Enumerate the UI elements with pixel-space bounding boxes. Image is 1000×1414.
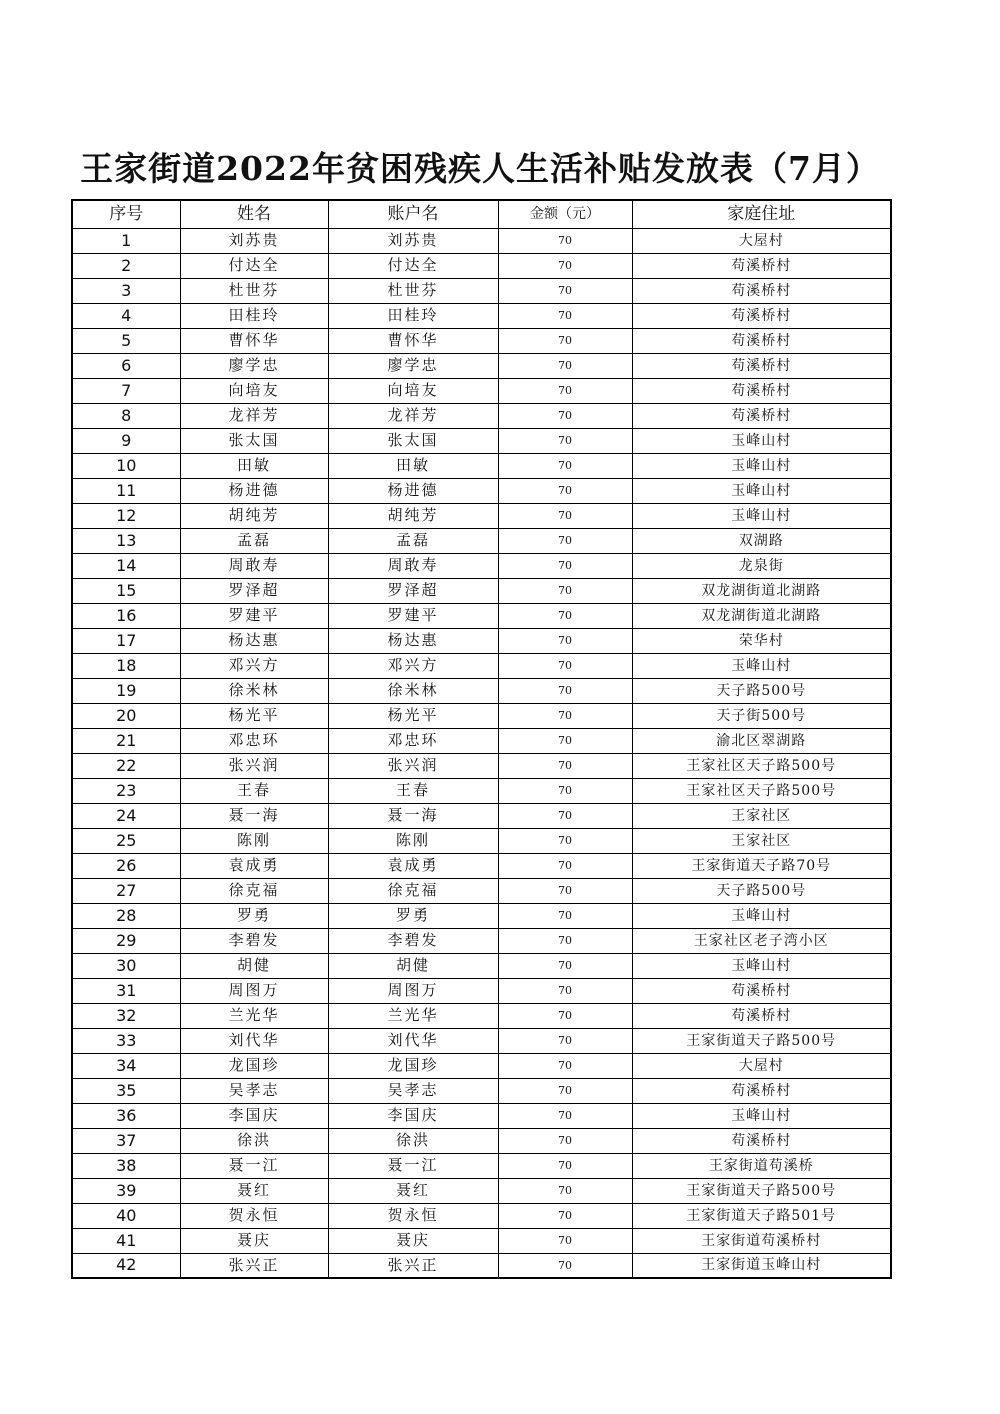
cell-account: 周图万 bbox=[328, 978, 498, 1003]
table-row bbox=[72, 1178, 891, 1203]
cell-name: 廖学忠 bbox=[180, 353, 328, 378]
table-row bbox=[72, 1203, 891, 1228]
cell-amount: 70 bbox=[498, 878, 632, 903]
table-row bbox=[72, 503, 891, 528]
cell-amount: 70 bbox=[498, 1153, 632, 1178]
cell-address: 苟溪桥村 bbox=[632, 1128, 891, 1153]
cell-name: 罗泽超 bbox=[180, 578, 328, 603]
table-row bbox=[72, 953, 891, 978]
table-row bbox=[72, 553, 891, 578]
cell-address: 苟溪桥村 bbox=[632, 1003, 891, 1028]
cell-index: 25 bbox=[72, 828, 180, 853]
cell-amount: 70 bbox=[498, 378, 632, 403]
cell-address: 玉峰山村 bbox=[632, 903, 891, 928]
table-row bbox=[72, 328, 891, 353]
cell-name: 吴孝志 bbox=[180, 1078, 328, 1103]
cell-amount: 70 bbox=[498, 503, 632, 528]
cell-account: 徐克福 bbox=[328, 878, 498, 903]
header-index: 序号 bbox=[72, 200, 180, 228]
cell-index: 33 bbox=[72, 1028, 180, 1053]
table-row bbox=[72, 1003, 891, 1028]
table-row bbox=[72, 978, 891, 1003]
cell-name: 李国庆 bbox=[180, 1103, 328, 1128]
table-row bbox=[72, 478, 891, 503]
cell-account: 罗建平 bbox=[328, 603, 498, 628]
cell-name: 聂庆 bbox=[180, 1228, 328, 1253]
cell-name: 胡健 bbox=[180, 953, 328, 978]
cell-address: 苟溪桥村 bbox=[632, 1078, 891, 1103]
cell-account: 周敢寿 bbox=[328, 553, 498, 578]
table-row bbox=[72, 303, 891, 328]
cell-account: 孟磊 bbox=[328, 528, 498, 553]
cell-amount: 70 bbox=[498, 703, 632, 728]
table-row bbox=[72, 1028, 891, 1053]
cell-index: 29 bbox=[72, 928, 180, 953]
cell-index: 41 bbox=[72, 1228, 180, 1253]
cell-amount: 70 bbox=[498, 478, 632, 503]
table-row bbox=[72, 403, 891, 428]
cell-name: 徐克福 bbox=[180, 878, 328, 903]
cell-account: 王春 bbox=[328, 778, 498, 803]
table-row bbox=[72, 628, 891, 653]
cell-address: 双龙湖街道北湖路 bbox=[632, 603, 891, 628]
cell-name: 刘代华 bbox=[180, 1028, 328, 1053]
cell-index: 8 bbox=[72, 403, 180, 428]
cell-index: 40 bbox=[72, 1203, 180, 1228]
cell-account: 张太国 bbox=[328, 428, 498, 453]
cell-amount: 70 bbox=[498, 903, 632, 928]
table-row bbox=[72, 928, 891, 953]
cell-index: 37 bbox=[72, 1128, 180, 1153]
cell-account: 兰光华 bbox=[328, 1003, 498, 1028]
cell-name: 付达全 bbox=[180, 253, 328, 278]
cell-name: 杜世芬 bbox=[180, 278, 328, 303]
cell-address: 苟溪桥村 bbox=[632, 353, 891, 378]
table-body bbox=[72, 228, 891, 1278]
cell-address: 苟溪桥村 bbox=[632, 403, 891, 428]
cell-index: 9 bbox=[72, 428, 180, 453]
table-row bbox=[72, 578, 891, 603]
cell-address: 苟溪桥村 bbox=[632, 378, 891, 403]
cell-amount: 70 bbox=[498, 1253, 632, 1278]
cell-amount: 70 bbox=[498, 778, 632, 803]
cell-address: 王家街道天子路501号 bbox=[632, 1203, 891, 1228]
cell-amount: 70 bbox=[498, 1203, 632, 1228]
cell-index: 4 bbox=[72, 303, 180, 328]
cell-index: 24 bbox=[72, 803, 180, 828]
cell-amount: 70 bbox=[498, 1028, 632, 1053]
cell-index: 39 bbox=[72, 1178, 180, 1203]
cell-name: 刘苏贵 bbox=[180, 228, 328, 253]
cell-address: 苟溪桥村 bbox=[632, 278, 891, 303]
table-row bbox=[72, 653, 891, 678]
cell-index: 31 bbox=[72, 978, 180, 1003]
cell-name: 胡纯芳 bbox=[180, 503, 328, 528]
cell-name: 杨进德 bbox=[180, 478, 328, 503]
cell-account: 胡纯芳 bbox=[328, 503, 498, 528]
table-row bbox=[72, 278, 891, 303]
table-row bbox=[72, 453, 891, 478]
cell-name: 王春 bbox=[180, 778, 328, 803]
cell-amount: 70 bbox=[498, 853, 632, 878]
cell-address: 王家街道苟溪桥村 bbox=[632, 1228, 891, 1253]
cell-index: 32 bbox=[72, 1003, 180, 1028]
cell-address: 玉峰山村 bbox=[632, 478, 891, 503]
cell-account: 邓忠环 bbox=[328, 728, 498, 753]
cell-account: 龙国珍 bbox=[328, 1053, 498, 1078]
cell-amount: 70 bbox=[498, 1003, 632, 1028]
cell-account: 廖学忠 bbox=[328, 353, 498, 378]
cell-index: 23 bbox=[72, 778, 180, 803]
cell-account: 袁成勇 bbox=[328, 853, 498, 878]
cell-amount: 70 bbox=[498, 353, 632, 378]
cell-name: 孟磊 bbox=[180, 528, 328, 553]
cell-account: 田敏 bbox=[328, 453, 498, 478]
cell-address: 王家社区 bbox=[632, 828, 891, 853]
cell-address: 王家街道天子路70号 bbox=[632, 853, 891, 878]
cell-index: 5 bbox=[72, 328, 180, 353]
cell-amount: 70 bbox=[498, 753, 632, 778]
cell-address: 苟溪桥村 bbox=[632, 253, 891, 278]
cell-account: 李国庆 bbox=[328, 1103, 498, 1128]
table-row bbox=[72, 728, 891, 753]
table-row bbox=[72, 228, 891, 253]
cell-account: 龙祥芳 bbox=[328, 403, 498, 428]
table-row bbox=[72, 703, 891, 728]
cell-address: 双湖路 bbox=[632, 528, 891, 553]
cell-account: 聂一江 bbox=[328, 1153, 498, 1178]
cell-name: 张兴正 bbox=[180, 1253, 328, 1278]
page-title: 王家街道2022年贫困残疾人生活补贴发放表（7月） bbox=[80, 149, 880, 188]
cell-address: 玉峰山村 bbox=[632, 653, 891, 678]
cell-address: 双龙湖街道北湖路 bbox=[632, 578, 891, 603]
cell-account: 邓兴方 bbox=[328, 653, 498, 678]
table-row bbox=[72, 1103, 891, 1128]
cell-amount: 70 bbox=[498, 1078, 632, 1103]
cell-amount: 70 bbox=[498, 603, 632, 628]
cell-address: 玉峰山村 bbox=[632, 428, 891, 453]
cell-index: 30 bbox=[72, 953, 180, 978]
cell-index: 7 bbox=[72, 378, 180, 403]
cell-amount: 70 bbox=[498, 453, 632, 478]
cell-name: 向培友 bbox=[180, 378, 328, 403]
cell-amount: 70 bbox=[498, 1228, 632, 1253]
cell-account: 徐洪 bbox=[328, 1128, 498, 1153]
cell-address: 天子街500号 bbox=[632, 703, 891, 728]
table-row bbox=[72, 1228, 891, 1253]
cell-name: 罗建平 bbox=[180, 603, 328, 628]
cell-address: 玉峰山村 bbox=[632, 503, 891, 528]
table-row bbox=[72, 753, 891, 778]
cell-account: 聂庆 bbox=[328, 1228, 498, 1253]
cell-amount: 70 bbox=[498, 803, 632, 828]
cell-index: 18 bbox=[72, 653, 180, 678]
cell-address: 渝北区翠湖路 bbox=[632, 728, 891, 753]
cell-amount: 70 bbox=[498, 303, 632, 328]
cell-index: 12 bbox=[72, 503, 180, 528]
cell-account: 胡健 bbox=[328, 953, 498, 978]
table-row bbox=[72, 903, 891, 928]
table-row bbox=[72, 1053, 891, 1078]
cell-amount: 70 bbox=[498, 403, 632, 428]
header-address: 家庭住址 bbox=[632, 200, 891, 228]
cell-address: 王家社区天子路500号 bbox=[632, 753, 891, 778]
cell-name: 张兴润 bbox=[180, 753, 328, 778]
cell-index: 38 bbox=[72, 1153, 180, 1178]
cell-name: 邓兴方 bbox=[180, 653, 328, 678]
cell-account: 杨达惠 bbox=[328, 628, 498, 653]
table-row bbox=[72, 878, 891, 903]
cell-index: 42 bbox=[72, 1253, 180, 1278]
cell-index: 21 bbox=[72, 728, 180, 753]
cell-name: 杨达惠 bbox=[180, 628, 328, 653]
cell-address: 王家街道玉峰山村 bbox=[632, 1253, 891, 1278]
cell-index: 28 bbox=[72, 903, 180, 928]
table-row bbox=[72, 353, 891, 378]
cell-index: 13 bbox=[72, 528, 180, 553]
cell-name: 陈刚 bbox=[180, 828, 328, 853]
table-row bbox=[72, 528, 891, 553]
cell-address: 玉峰山村 bbox=[632, 453, 891, 478]
cell-address: 王家街道天子路500号 bbox=[632, 1028, 891, 1053]
cell-amount: 70 bbox=[498, 1053, 632, 1078]
table-row bbox=[72, 428, 891, 453]
cell-account: 杨进德 bbox=[328, 478, 498, 503]
cell-address: 王家社区天子路500号 bbox=[632, 778, 891, 803]
table-row bbox=[72, 1078, 891, 1103]
cell-index: 14 bbox=[72, 553, 180, 578]
table-row bbox=[72, 828, 891, 853]
cell-address: 天子路500号 bbox=[632, 678, 891, 703]
cell-amount: 70 bbox=[498, 728, 632, 753]
cell-account: 刘苏贵 bbox=[328, 228, 498, 253]
table-row bbox=[72, 1128, 891, 1153]
cell-address: 苟溪桥村 bbox=[632, 328, 891, 353]
table-row bbox=[72, 778, 891, 803]
cell-amount: 70 bbox=[498, 978, 632, 1003]
cell-address: 苟溪桥村 bbox=[632, 978, 891, 1003]
cell-index: 11 bbox=[72, 478, 180, 503]
cell-name: 田桂玲 bbox=[180, 303, 328, 328]
cell-account: 罗泽超 bbox=[328, 578, 498, 603]
cell-index: 22 bbox=[72, 753, 180, 778]
cell-amount: 70 bbox=[498, 953, 632, 978]
cell-name: 兰光华 bbox=[180, 1003, 328, 1028]
cell-amount: 70 bbox=[498, 328, 632, 353]
cell-index: 6 bbox=[72, 353, 180, 378]
cell-amount: 70 bbox=[498, 628, 632, 653]
cell-name: 徐米林 bbox=[180, 678, 328, 703]
cell-index: 26 bbox=[72, 853, 180, 878]
table-row bbox=[72, 378, 891, 403]
cell-name: 曹怀华 bbox=[180, 328, 328, 353]
cell-name: 周敢寿 bbox=[180, 553, 328, 578]
cell-index: 1 bbox=[72, 228, 180, 253]
table-row bbox=[72, 803, 891, 828]
table-row bbox=[72, 253, 891, 278]
cell-account: 贺永恒 bbox=[328, 1203, 498, 1228]
cell-account: 徐米林 bbox=[328, 678, 498, 703]
cell-account: 聂一海 bbox=[328, 803, 498, 828]
cell-name: 徐洪 bbox=[180, 1128, 328, 1153]
cell-account: 向培友 bbox=[328, 378, 498, 403]
cell-amount: 70 bbox=[498, 1178, 632, 1203]
cell-name: 龙祥芳 bbox=[180, 403, 328, 428]
cell-index: 19 bbox=[72, 678, 180, 703]
cell-index: 17 bbox=[72, 628, 180, 653]
cell-name: 贺永恒 bbox=[180, 1203, 328, 1228]
cell-amount: 70 bbox=[498, 553, 632, 578]
cell-amount: 70 bbox=[498, 578, 632, 603]
cell-address: 王家社区老子湾小区 bbox=[632, 928, 891, 953]
cell-account: 李碧发 bbox=[328, 928, 498, 953]
cell-index: 20 bbox=[72, 703, 180, 728]
cell-name: 罗勇 bbox=[180, 903, 328, 928]
cell-address: 天子路500号 bbox=[632, 878, 891, 903]
cell-amount: 70 bbox=[498, 828, 632, 853]
cell-address: 苟溪桥村 bbox=[632, 303, 891, 328]
cell-index: 27 bbox=[72, 878, 180, 903]
header-amount: 金额（元） bbox=[498, 200, 632, 228]
cell-amount: 70 bbox=[498, 428, 632, 453]
cell-amount: 70 bbox=[498, 928, 632, 953]
cell-address: 王家社区 bbox=[632, 803, 891, 828]
cell-address: 龙泉街 bbox=[632, 553, 891, 578]
cell-account: 田桂玲 bbox=[328, 303, 498, 328]
cell-address: 玉峰山村 bbox=[632, 1103, 891, 1128]
cell-address: 玉峰山村 bbox=[632, 953, 891, 978]
cell-index: 36 bbox=[72, 1103, 180, 1128]
cell-account: 张兴润 bbox=[328, 753, 498, 778]
subsidy-table bbox=[71, 199, 892, 1279]
cell-name: 龙国珍 bbox=[180, 1053, 328, 1078]
cell-amount: 70 bbox=[498, 653, 632, 678]
cell-index: 3 bbox=[72, 278, 180, 303]
table-row bbox=[72, 678, 891, 703]
cell-name: 邓忠环 bbox=[180, 728, 328, 753]
cell-index: 35 bbox=[72, 1078, 180, 1103]
header-row bbox=[72, 200, 891, 228]
cell-name: 聂一海 bbox=[180, 803, 328, 828]
cell-index: 15 bbox=[72, 578, 180, 603]
cell-address: 王家街道苟溪桥 bbox=[632, 1153, 891, 1178]
cell-amount: 70 bbox=[498, 1103, 632, 1128]
cell-account: 聂红 bbox=[328, 1178, 498, 1203]
cell-address: 大屋村 bbox=[632, 228, 891, 253]
table-row bbox=[72, 853, 891, 878]
cell-amount: 70 bbox=[498, 528, 632, 553]
cell-account: 陈刚 bbox=[328, 828, 498, 853]
cell-account: 吴孝志 bbox=[328, 1078, 498, 1103]
cell-name: 杨光平 bbox=[180, 703, 328, 728]
cell-index: 10 bbox=[72, 453, 180, 478]
cell-name: 袁成勇 bbox=[180, 853, 328, 878]
cell-address: 王家街道天子路500号 bbox=[632, 1178, 891, 1203]
cell-index: 34 bbox=[72, 1053, 180, 1078]
cell-index: 2 bbox=[72, 253, 180, 278]
cell-name: 聂红 bbox=[180, 1178, 328, 1203]
cell-name: 田敏 bbox=[180, 453, 328, 478]
cell-account: 曹怀华 bbox=[328, 328, 498, 353]
cell-index: 16 bbox=[72, 603, 180, 628]
cell-account: 罗勇 bbox=[328, 903, 498, 928]
cell-account: 刘代华 bbox=[328, 1028, 498, 1053]
header-name: 姓名 bbox=[180, 200, 328, 228]
cell-amount: 70 bbox=[498, 228, 632, 253]
cell-name: 张太国 bbox=[180, 428, 328, 453]
cell-address: 荣华村 bbox=[632, 628, 891, 653]
cell-amount: 70 bbox=[498, 253, 632, 278]
cell-account: 杜世芬 bbox=[328, 278, 498, 303]
header-account: 账户名 bbox=[328, 200, 498, 228]
cell-amount: 70 bbox=[498, 678, 632, 703]
table-row bbox=[72, 1153, 891, 1178]
cell-address: 大屋村 bbox=[632, 1053, 891, 1078]
table-row bbox=[72, 603, 891, 628]
cell-amount: 70 bbox=[498, 1128, 632, 1153]
table-row bbox=[72, 1253, 891, 1278]
cell-name: 周图万 bbox=[180, 978, 328, 1003]
cell-amount: 70 bbox=[498, 278, 632, 303]
cell-account: 付达全 bbox=[328, 253, 498, 278]
cell-name: 李碧发 bbox=[180, 928, 328, 953]
cell-account: 杨光平 bbox=[328, 703, 498, 728]
cell-account: 张兴正 bbox=[328, 1253, 498, 1278]
cell-name: 聂一江 bbox=[180, 1153, 328, 1178]
